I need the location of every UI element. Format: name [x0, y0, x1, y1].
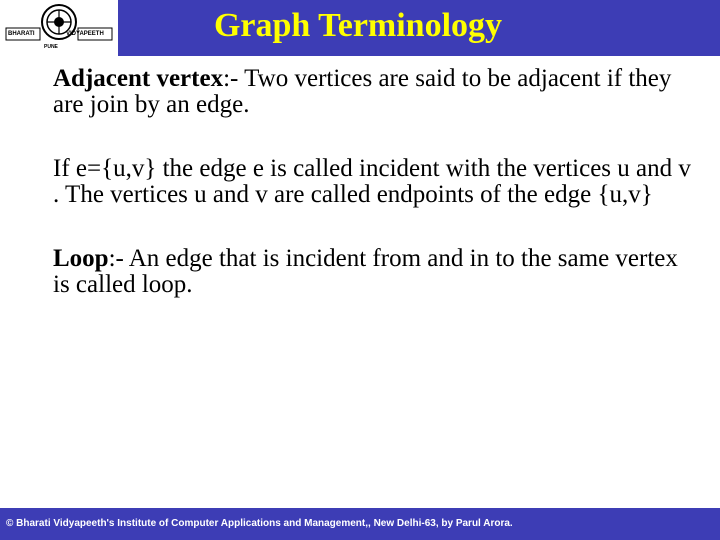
footer-band — [0, 508, 720, 540]
logo-bottom-text: PUNE — [44, 44, 58, 50]
footer-copyright: © Bharati Vidyapeeth's Institute of Computer Applications and Management,, New Delhi-63, by Parul Arora. — [6, 518, 513, 529]
loop-paragraph — [53, 246, 693, 298]
adjacent-vertex-term: Adjacent vertex — [53, 65, 224, 92]
loop-term: Loop — [53, 245, 109, 272]
institute-logo — [0, 0, 118, 56]
slide-body — [53, 66, 693, 298]
logo-left-text: BHARATI — [8, 31, 35, 37]
adjacent-vertex-definition: :- Two vertices are said to be adjacent if they are join by an edge. — [53, 65, 672, 118]
incident-paragraph: If e={u,v} the edge e is called incident with the vertices u and v . The vertices u and v are called endpoints of the edge {u,v} — [53, 155, 691, 208]
loop-definition: :- An edge that is incident from and in to the same vertex is called loop. — [53, 245, 678, 298]
emblem-icon — [4, 0, 114, 56]
adjacent-vertex-paragraph — [53, 66, 693, 118]
slide-title: Graph Terminology — [213, 7, 503, 44]
logo-right-text: VIDYAPEETH — [66, 31, 104, 37]
